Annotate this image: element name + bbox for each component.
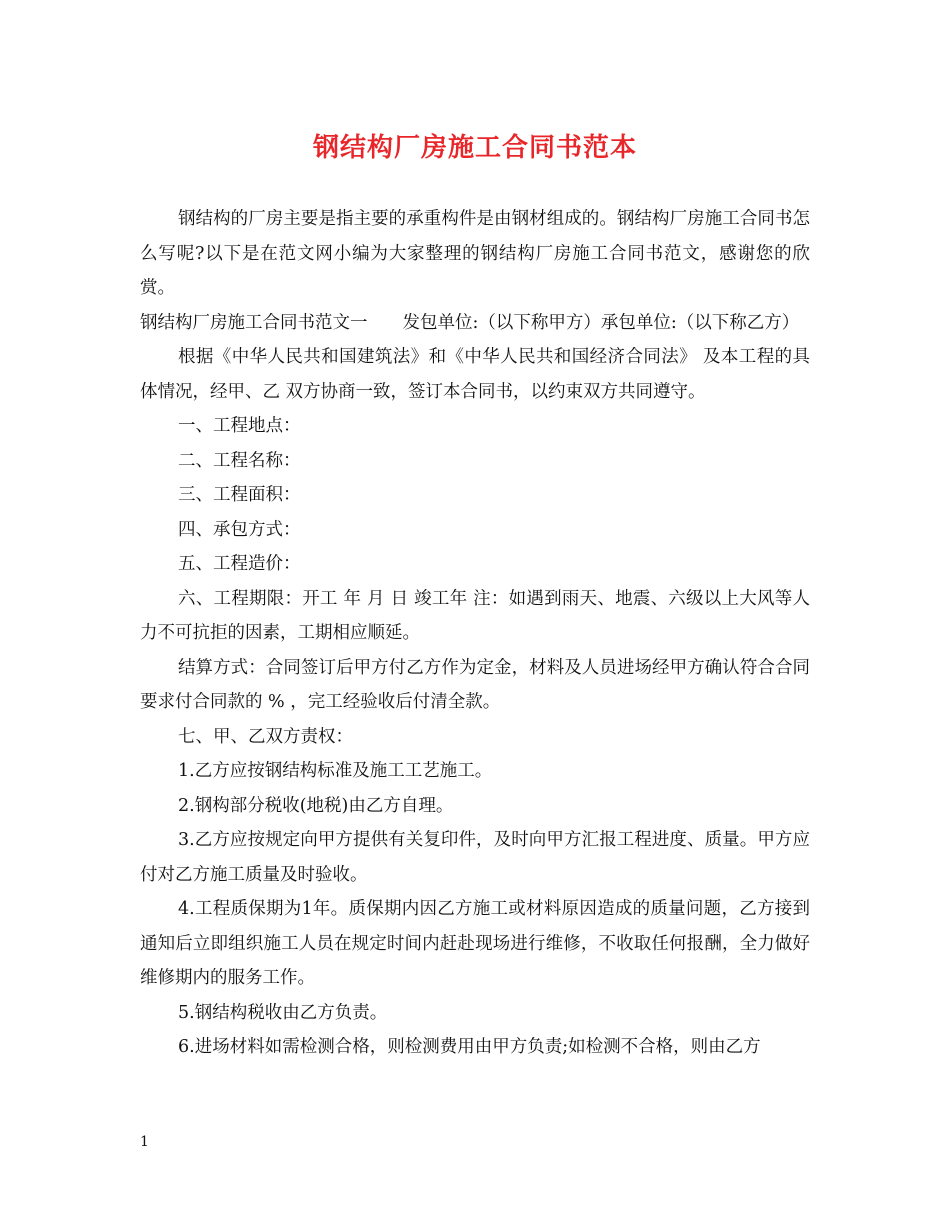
paragraph-project-name: 二、工程名称： <box>178 450 301 471</box>
paragraph-contract-method: 四、承包方式： <box>178 519 301 540</box>
paragraph-project-area: 三、工程面积： <box>178 485 301 505</box>
paragraph-clause-1: 1.乙方应按钢结构标准及施工工艺施工。 <box>178 761 493 781</box>
paragraph-clause-5: 5.钢结构税收由乙方负责。 <box>178 1002 388 1023</box>
paragraph-intro: 钢结构的厂房主要是指主要的承重构件是由钢材组成的。钢结构厂房施工合同书怎么写呢?以下是在范文网小编为大家整理的钢结构厂房施工合同书范文，感谢您的欣赏。 <box>140 209 810 298</box>
paragraph-project-period: 六、工程期限：开工 年 月 日 竣工年 注：如遇到雨天、地震、六级以上大风等人力不可抗拒的因素，工期相应顺延。 <box>140 588 810 643</box>
paragraph-parties: 钢结构厂房施工合同书范文一 发包单位:（以下称甲方）承包单位:（以下称乙方） <box>140 312 800 333</box>
paragraph-legal-basis: 根据《中华人民共和国建筑法》和《中华人民共和国经济合同法》 及本工程的具体情况，经甲、乙 双方协商一致，签订本合同书，以约束双方共同遵守。 <box>140 347 810 402</box>
document-title: 钢结构厂房施工合同书范本 <box>312 133 637 163</box>
paragraph-clause-2: 2.钢构部分税收(地税)由乙方自理。 <box>178 795 454 816</box>
paragraph-project-cost: 五、工程造价： <box>178 554 301 574</box>
paragraph-clause-4: 4.工程质保期为1年。质保期内因乙方施工或材料原因造成的质量问题，乙方接到通知后立即组织施工人员在规定时间内赶赴现场进行维修，不收取任何报酬，全力做好维修期内的服务工作。 <box>140 899 810 988</box>
paragraph-responsibilities-heading: 七、甲、乙双方责权： <box>178 726 353 747</box>
page-number: 1 <box>140 1134 149 1150</box>
paragraph-clause-6: 6.进场材料如需检测合格，则检测费用由甲方负责;如检测不合格，则由乙方 <box>178 1037 761 1057</box>
document-body <box>140 202 810 1065</box>
paragraph-project-location: 一、工程地点： <box>178 416 301 436</box>
paragraph-clause-3: 3.乙方应按规定向甲方提供有关复印件，及时向甲方汇报工程进度、质量。甲方应付对乙方施工质量及时验收。 <box>140 830 810 885</box>
paragraph-settlement: 结算方式：合同签订后甲方付乙方作为定金，材料及人员进场经甲方确认符合合同要求付合同款的 % ，完工经验收后付清全款。 <box>140 657 810 712</box>
